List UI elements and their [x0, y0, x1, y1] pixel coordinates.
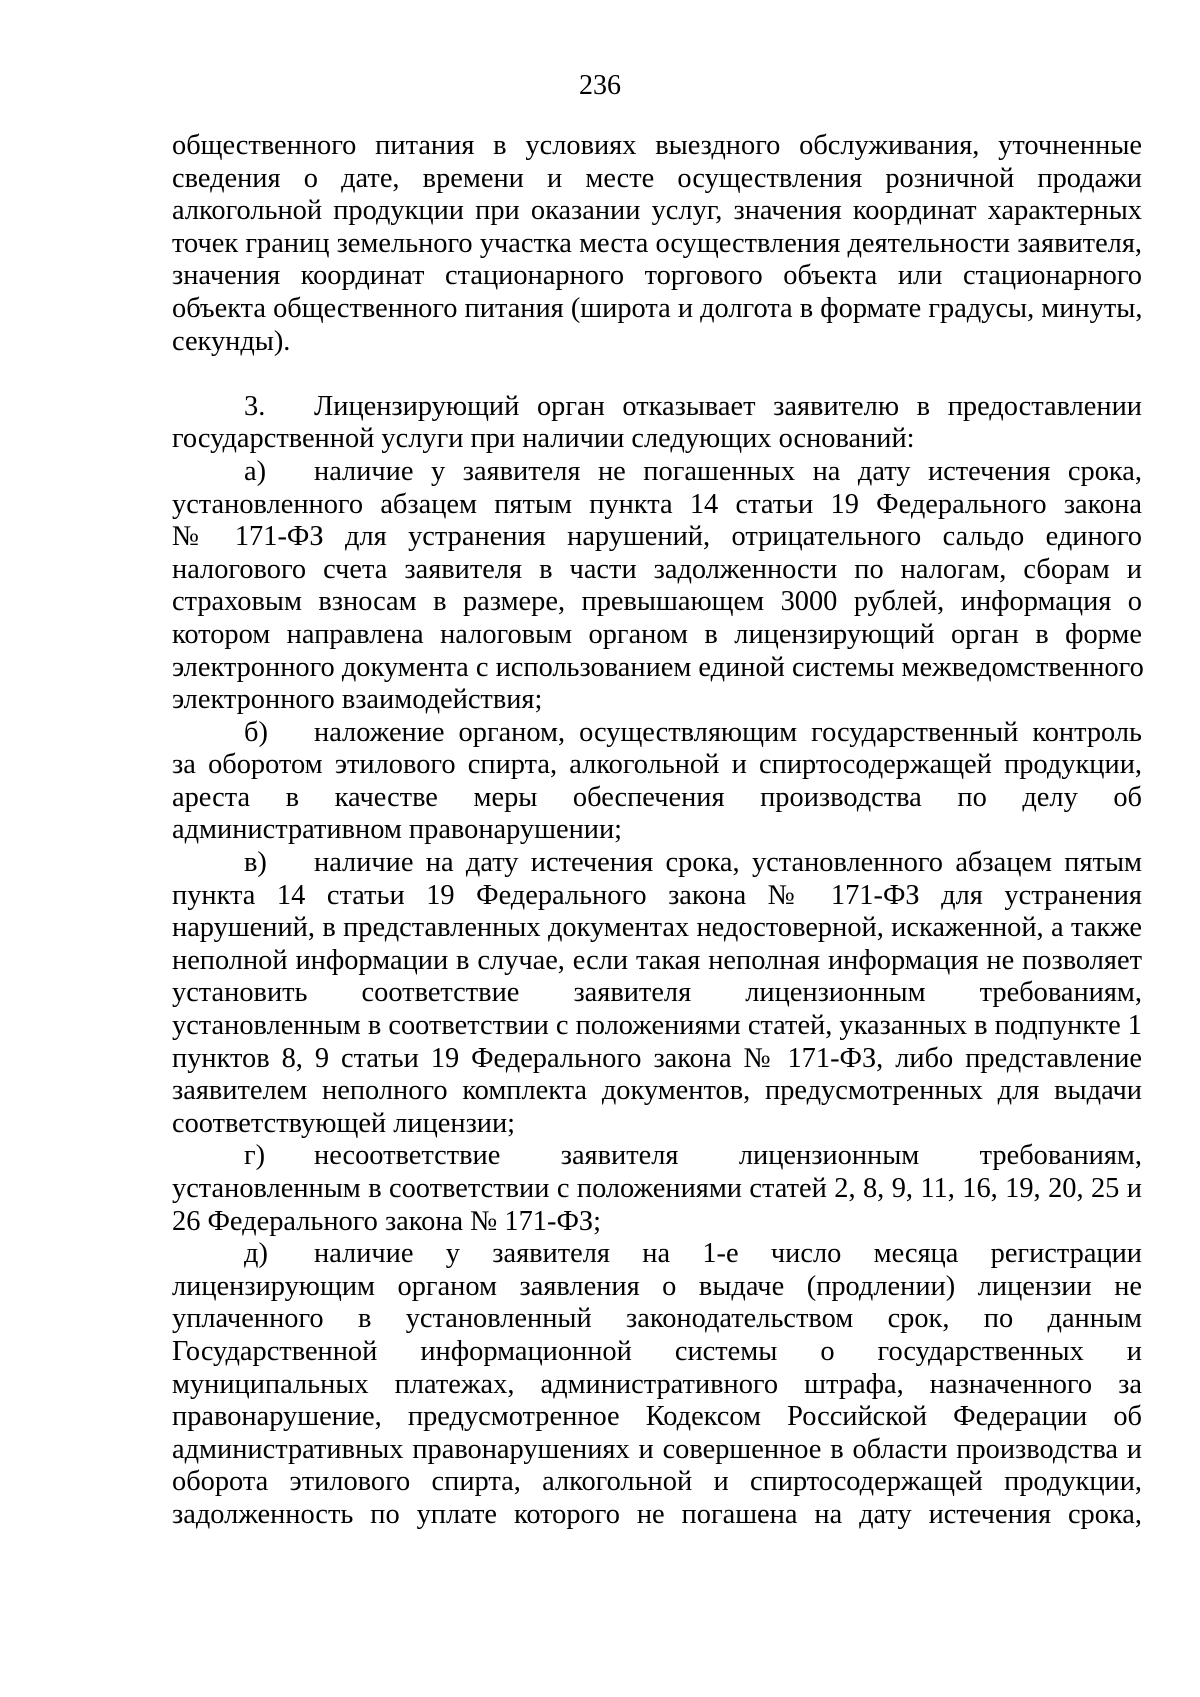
item-head	[172, 1140, 1142, 1173]
item-head	[172, 1238, 1142, 1271]
text-line: электронного документа с использованием единой системы межведомственного	[172, 651, 1144, 683]
text-line: № 171-ФЗ для устранения нарушений, отрицательного сальдо единого	[172, 521, 1142, 553]
text-line: наложение органом, осуществляющим государственный контроль	[314, 716, 1142, 748]
item-g	[172, 1140, 1142, 1238]
text-line: муниципальных платежах, административного штрафа, назначенного за	[172, 1368, 1142, 1400]
item-head	[172, 847, 1142, 880]
text-line: котором направлена налоговым органом в лицензирующий орган в форме	[172, 618, 1142, 650]
item-a	[172, 456, 1142, 717]
text-line: наличие у заявителя не погашенных на дату истечения срока,	[314, 455, 1142, 487]
text-line: секунды).	[172, 325, 291, 357]
text-line: алкогольной продукции при оказании услуг, значения координат характерных	[172, 195, 1142, 227]
text-line: уплаченного в установленный законодательством срок, по данным	[172, 1303, 1142, 1335]
item-head	[172, 456, 1142, 489]
text-line: наличие у заявителя на 1-е число месяца регистрации	[314, 1238, 1142, 1270]
item-marker: д)	[244, 1238, 268, 1270]
text-line: оборота этилового спирта, алкогольной и спиртосодержащей продукции,	[172, 1466, 1142, 1498]
text-line: установить соответствие заявителя лицензионным требованиям,	[172, 977, 1142, 1009]
text-line: соответствующей лицензии;	[172, 1107, 516, 1139]
item-marker: б)	[244, 716, 268, 748]
paragraph-gap	[172, 358, 1142, 391]
text-line: административных правонарушениях и совершенное в области производства и	[172, 1433, 1142, 1465]
text-line: 26 Федерального закона № 171-ФЗ;	[172, 1205, 601, 1237]
text-line: за оборотом этилового спирта, алкогольной и спиртосодержащей продукции,	[172, 749, 1142, 781]
text-line: точек границ земельного участка места осуществления деятельности заявителя,	[172, 227, 1142, 259]
text-line: государственной услуги при наличии следующих оснований:	[172, 423, 915, 455]
text-line: административном правонарушении;	[172, 814, 623, 846]
text-line: общественного питания в условиях выездного обслуживания, уточненные	[172, 130, 1142, 161]
text-line: неполной информации в случае, если такая неполная информация не позволяет	[172, 944, 1142, 976]
page-number: 236	[579, 70, 621, 101]
text-line: пункта 14 статьи 19 Федерального закона № 171-ФЗ для устранения	[172, 879, 1142, 911]
text-line: нарушений, в представленных документах недостоверной, искаженной, а также	[172, 912, 1142, 944]
text-line: объекта общественного питания (широта и долгота в формате градусы, минуты,	[172, 292, 1143, 324]
text-line: Лицензирующий орган отказывает заявителю в предоставлении	[314, 390, 1142, 422]
text-line: сведения о дате, времени и месте осуществления розничной продажи	[172, 162, 1142, 194]
item-d	[172, 1238, 1142, 1531]
section-marker: 3.	[244, 390, 266, 422]
text-line: заявителем неполного комплекта документов, предусмотренных для выдачи	[172, 1075, 1142, 1107]
section-3-head	[172, 391, 1142, 424]
text-line: Государственной информационной системы о государственных и	[172, 1335, 1142, 1367]
text-line: лицензирующим органом заявления о выдаче (продлении) лицензии не	[172, 1270, 1142, 1302]
item-marker: г)	[244, 1140, 266, 1172]
text-line: задолженность по уплате которого не погашена на дату истечения срока,	[172, 1498, 1142, 1530]
document-body	[172, 130, 1142, 1532]
item-marker: в)	[244, 847, 267, 879]
section-3-paragraph	[172, 391, 1142, 456]
text-line: пунктов 8, 9 статьи 19 Федерального закона № 171-ФЗ, либо представление	[172, 1042, 1142, 1074]
text-line: установленным в соответствии с положениями статей 2, 8, 9, 11, 16, 19, 20, 25 и	[172, 1173, 1142, 1204]
text-line: электронного взаимодействия;	[172, 684, 543, 716]
intro-paragraph	[172, 130, 1142, 358]
text-line: ареста в качестве меры обеспечения производства по делу об	[172, 781, 1142, 813]
text-line: установленного абзацем пятым пункта 14 статьи 19 Федерального закона	[172, 488, 1142, 520]
text-line: правонарушение, предусмотренное Кодексом Российской Федерации об	[172, 1401, 1142, 1433]
text-line: несоответствие заявителя лицензионным требованиям,	[314, 1140, 1142, 1172]
text-line: значения координат стационарного торгового объекта или стационарного	[172, 260, 1142, 292]
item-b	[172, 717, 1142, 847]
text-line: страховым взносам в размере, превышающем 3000 рублей, информация о	[172, 586, 1142, 618]
item-head	[172, 717, 1142, 750]
text-line: наличие на дату истечения срока, установленного абзацем пятым	[314, 847, 1142, 879]
text-line: налогового счета заявителя в части задолженности по налогам, сборам и	[172, 553, 1142, 585]
item-marker: а)	[244, 455, 267, 487]
text-line: установленным в соответствии с положениями статей, указанных в подпункте 1	[172, 1010, 1142, 1042]
item-v	[172, 847, 1142, 1140]
